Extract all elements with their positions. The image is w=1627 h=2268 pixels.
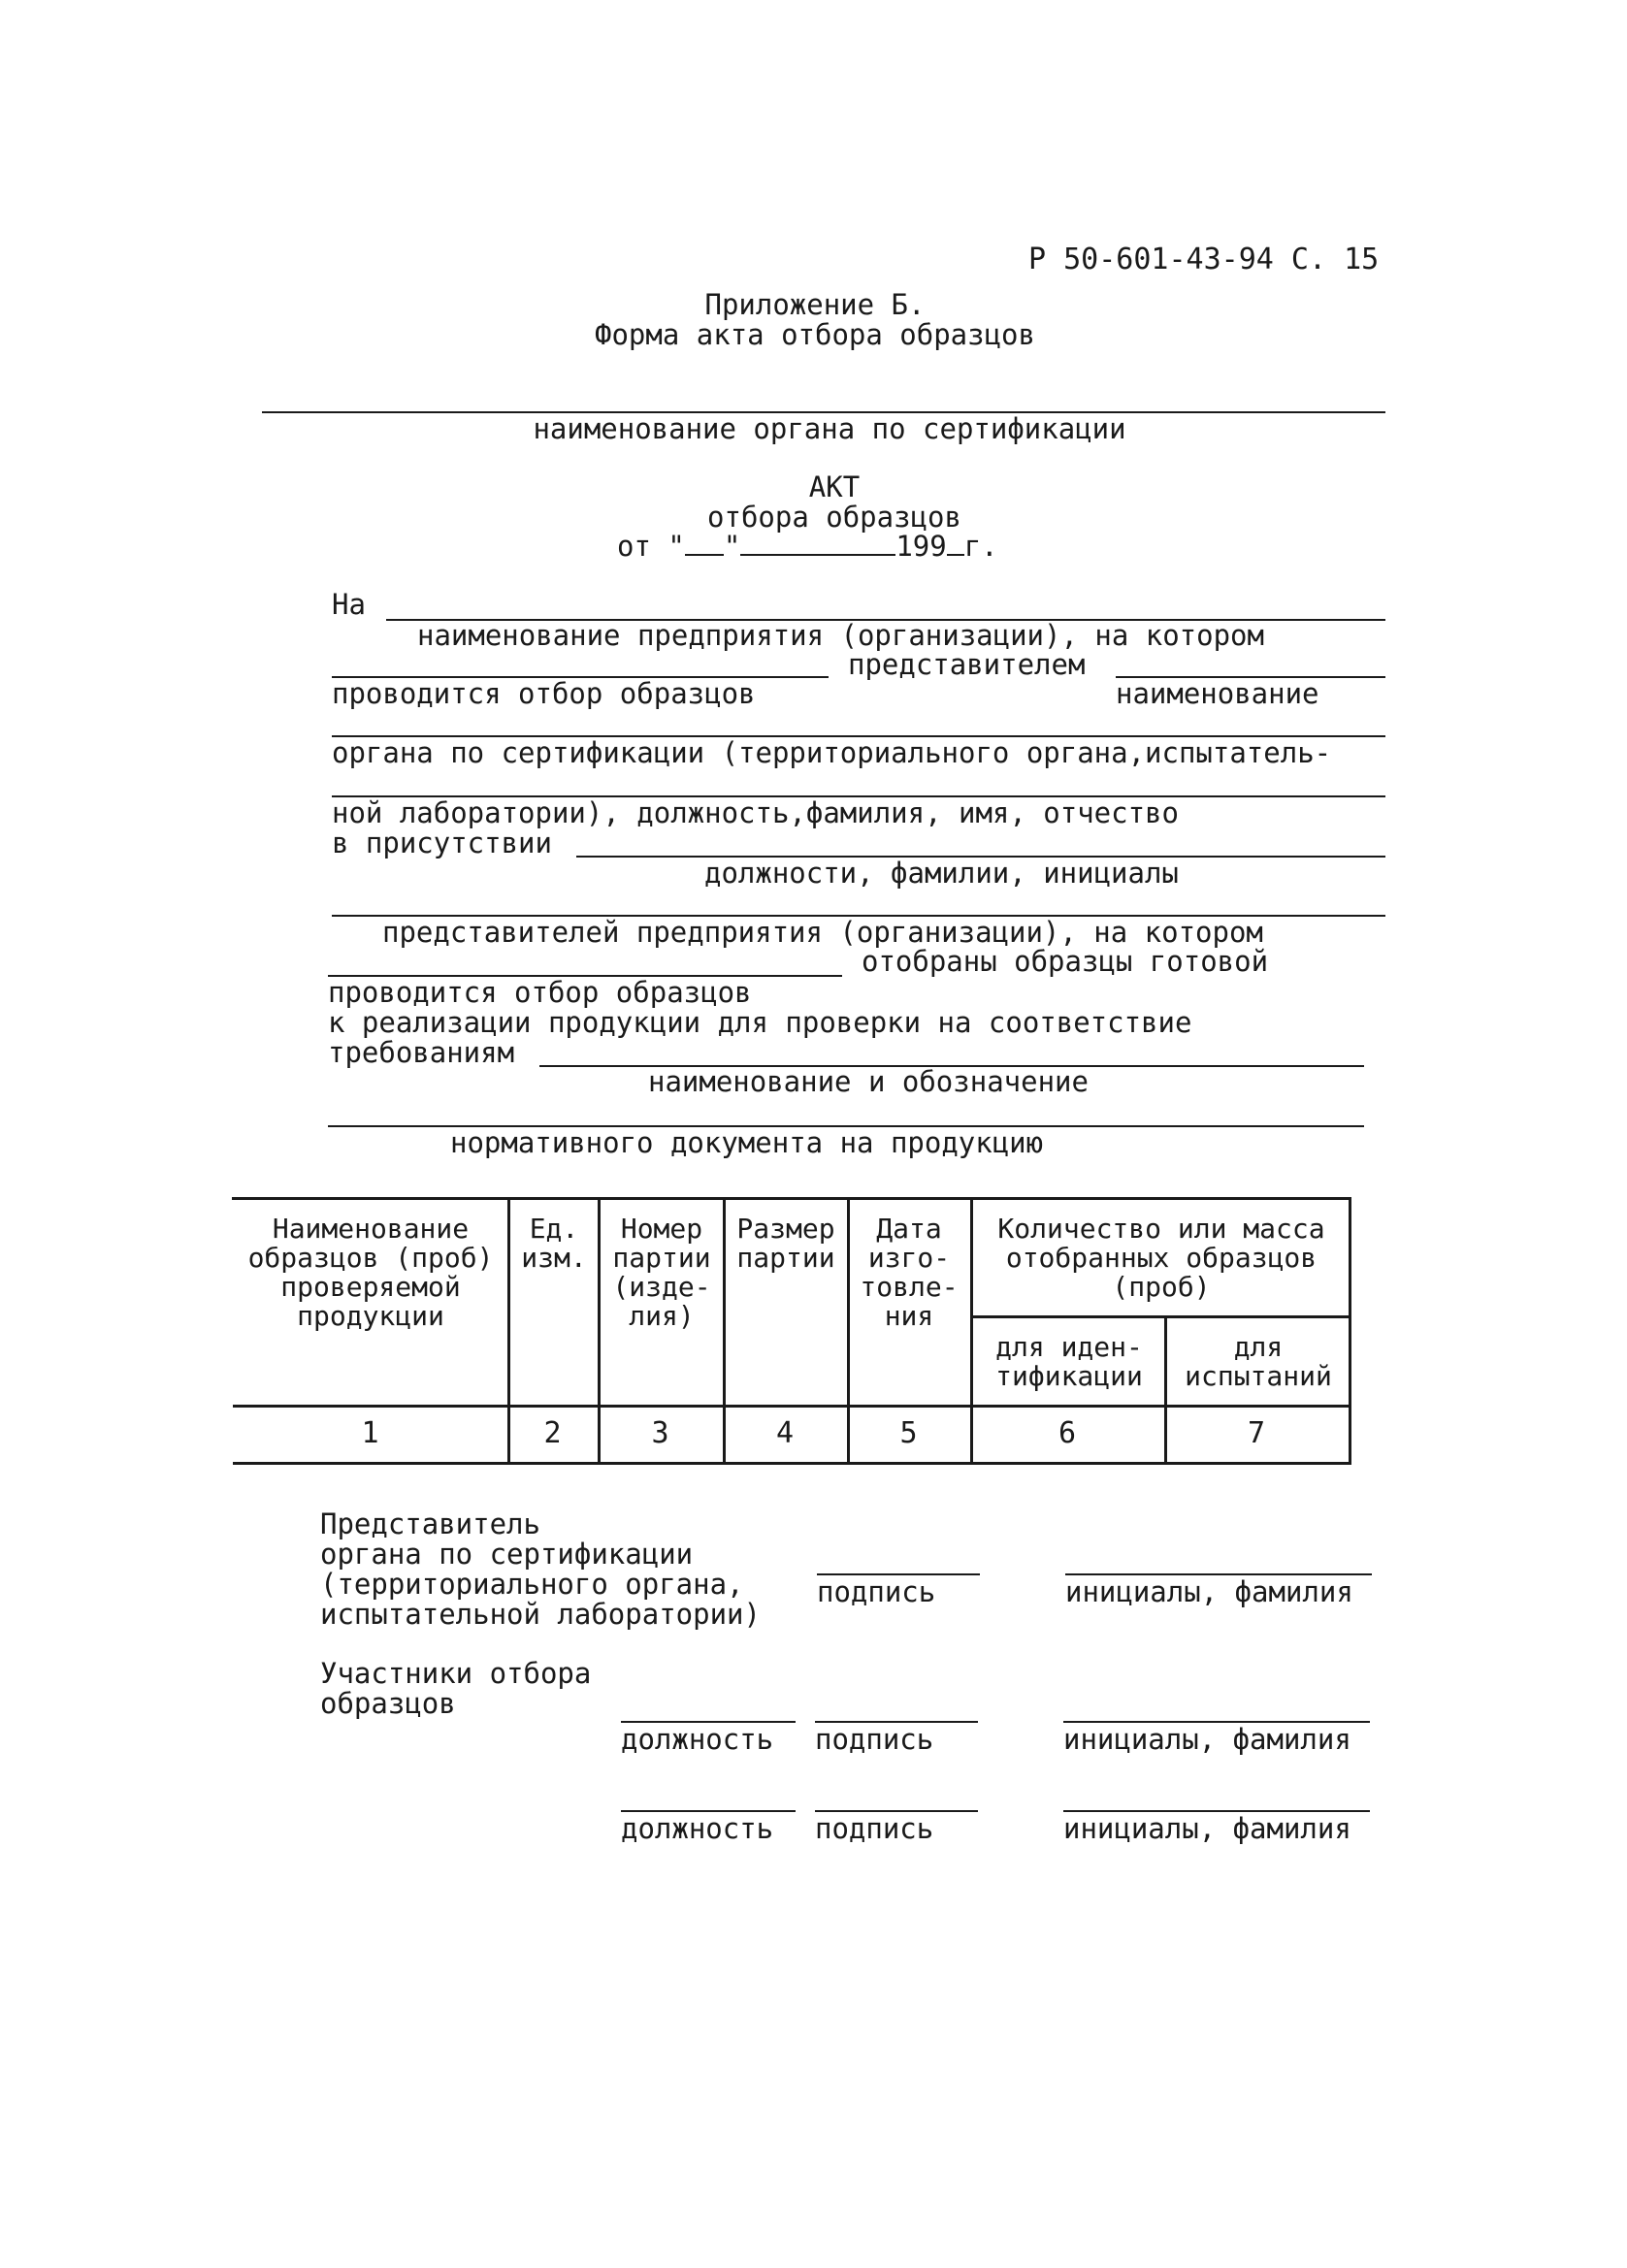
act-subtitle: отбора образцов bbox=[707, 501, 961, 534]
sampling-caption: проводится отбор образцов bbox=[332, 677, 756, 710]
sampling-caption-2: проводится отбор образцов bbox=[328, 976, 752, 1009]
column-number: 5 bbox=[899, 1416, 918, 1450]
table-group-divider bbox=[970, 1315, 1350, 1318]
participants-label-line: Участники отбора bbox=[320, 1657, 592, 1690]
enterprise-reps-caption: представителей предприятия (организации), на котором bbox=[382, 916, 1263, 949]
header-lot-number: Номер партии (изде- лия) bbox=[612, 1213, 711, 1332]
form-title: Форма акта отбора образцов bbox=[595, 318, 1035, 351]
page-reference: Р 50-601-43-94 С. 15 bbox=[1028, 243, 1380, 276]
representative-label-line: Представитель bbox=[320, 1507, 540, 1540]
date-mid: " bbox=[723, 530, 741, 563]
representative-word: представителем bbox=[848, 648, 1086, 681]
position-caption: должность bbox=[621, 1723, 774, 1756]
representative-label-line: (территориального органа, bbox=[320, 1568, 744, 1601]
header-sample-quantity: Количество или масса отобранных образцов (проб) bbox=[997, 1213, 1325, 1303]
signature-caption: подпись bbox=[815, 1812, 934, 1845]
na-label: На bbox=[332, 588, 366, 621]
representative-label bbox=[320, 1509, 761, 1630]
column-number: 6 bbox=[1058, 1416, 1077, 1450]
lab-caption: ной лаборатории), должность,фамилия, имя, отчество bbox=[332, 796, 1179, 829]
enterprise-caption: наименование предприятия (организации), на котором bbox=[417, 619, 1264, 652]
table-right-border bbox=[1349, 1197, 1351, 1465]
realization-text: к реализации продукции для проверки на соответствие bbox=[328, 1006, 1192, 1039]
column-number: 3 bbox=[651, 1416, 669, 1450]
representative-label-line: органа по сертификации bbox=[320, 1538, 694, 1571]
header-manufacture-date: Дата изго- товле- ния bbox=[860, 1213, 959, 1332]
initials-caption: инициалы, фамилия bbox=[1063, 1812, 1351, 1845]
position-caption: должность bbox=[621, 1812, 774, 1845]
samples-table bbox=[233, 1197, 1349, 1463]
header-lot-size: Размер партии bbox=[736, 1213, 835, 1274]
org-caption: наименование органа по сертификации bbox=[533, 412, 1126, 445]
column-number: 2 bbox=[543, 1416, 562, 1450]
signature-caption: подпись bbox=[817, 1575, 936, 1608]
positions-caption: должности, фамилии, инициалы bbox=[704, 857, 1179, 890]
organ-caption: органа по сертификации (территориального органа,испытатель- bbox=[332, 736, 1332, 769]
name-designation-caption: наименование и обозначение bbox=[648, 1065, 1089, 1098]
column-number: 1 bbox=[361, 1416, 379, 1450]
column-number: 7 bbox=[1247, 1416, 1266, 1450]
column-number: 4 bbox=[775, 1416, 795, 1450]
act-title: АКТ bbox=[808, 470, 861, 503]
table-top-border bbox=[232, 1197, 1350, 1200]
header-unit: Ед. изм. bbox=[521, 1213, 587, 1274]
date-year: 199 bbox=[895, 530, 947, 563]
header-product-name: Наименование образцов (проб) проверяемой продукции bbox=[247, 1213, 494, 1332]
signature-caption: подпись bbox=[815, 1723, 934, 1756]
representative-label-line: испытательной лаборатории) bbox=[320, 1598, 761, 1631]
selected-text: отобраны образцы готовой bbox=[862, 945, 1269, 978]
appendix-title: Приложение Б. bbox=[704, 288, 926, 321]
header-for-testing: для испытаний bbox=[1185, 1331, 1332, 1392]
participants-label bbox=[320, 1659, 591, 1719]
date-prefix: от " bbox=[617, 530, 685, 563]
requirements-label: требованиям bbox=[328, 1036, 515, 1069]
initials-caption: инициалы, фамилия bbox=[1065, 1575, 1353, 1608]
participants-label-line: образцов bbox=[320, 1687, 456, 1720]
date-suffix: г. bbox=[963, 530, 998, 563]
initials-caption: инициалы, фамилия bbox=[1063, 1723, 1351, 1756]
naimenovanie-caption: наименование bbox=[1116, 677, 1319, 710]
header-for-identification: для иден- тификации bbox=[995, 1331, 1143, 1392]
normative-doc-caption: нормативного документа на продукцию bbox=[450, 1126, 1044, 1159]
act-date bbox=[617, 530, 998, 563]
presence-label: в присутствии bbox=[332, 826, 552, 859]
